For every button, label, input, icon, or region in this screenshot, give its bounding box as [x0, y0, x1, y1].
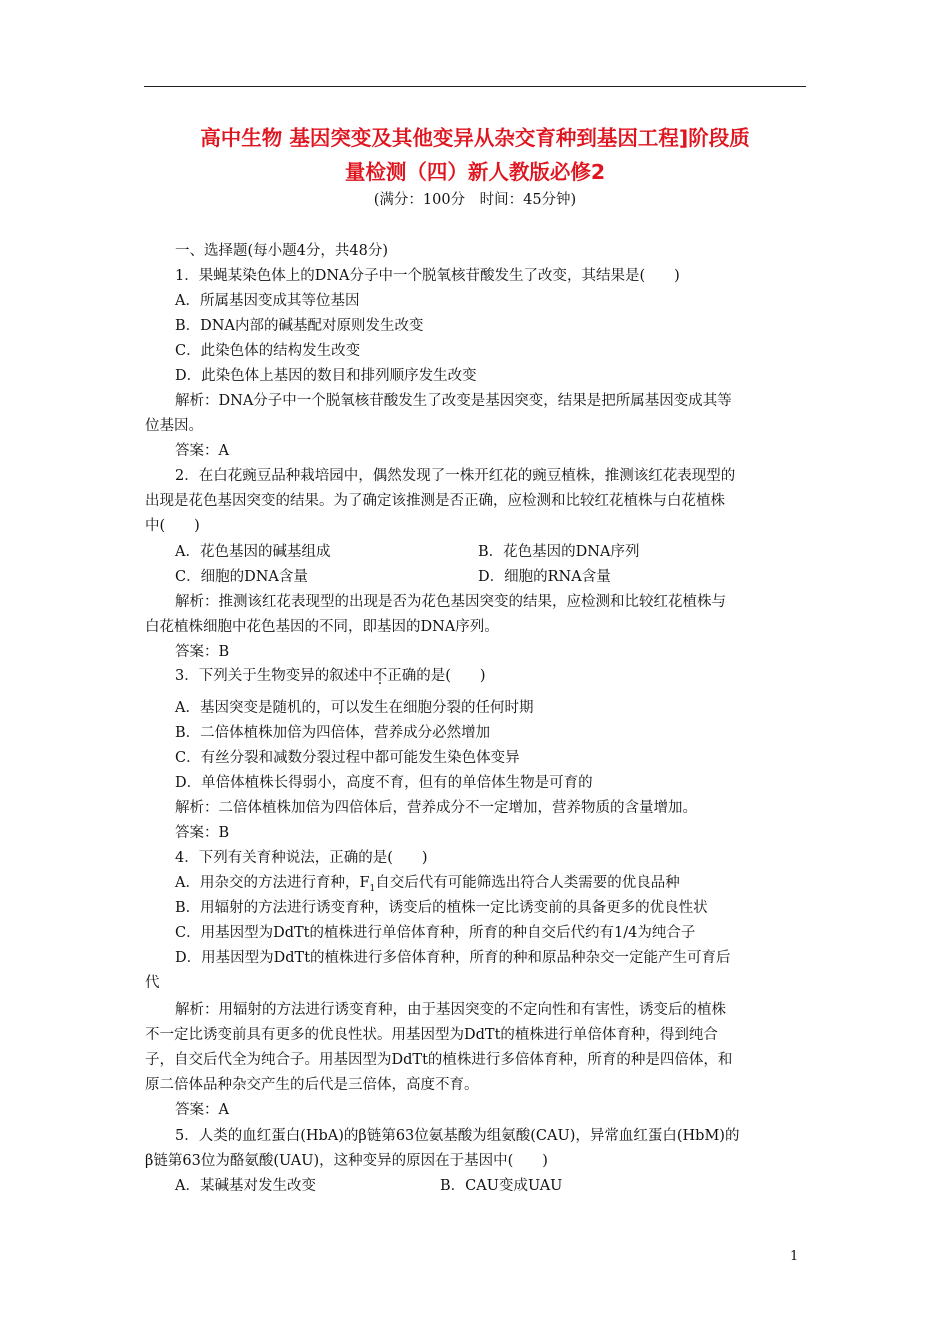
q5-stem-line1: 5．人类的血红蛋白(HbA)的β链第63位氨基酸为组氨酸(CAU)，异常血红蛋白(HbM)的: [175, 1128, 740, 1144]
q5-option-a: A．某碱基对发生改变: [175, 1178, 316, 1194]
q4-option-d-line1: D．用基因型为DdTt的植株进行多倍体育种，所育的种和原品种杂交一定能产生可育后: [175, 950, 731, 966]
q3-option-b: B．二倍体植株加倍为四倍体，营养成分必然增加: [175, 725, 491, 741]
q3-option-d: D．单倍体植株长得弱小，高度不育，但有的单倍体生物是可育的: [175, 775, 593, 791]
q3-option-c: C．有丝分裂和减数分裂过程中都可能发生染色体变异: [175, 750, 520, 766]
q1-explanation-line2: 位基因。: [145, 418, 203, 434]
q3-explanation: 解析：二倍体植株加倍为四倍体后，营养成分不一定增加，营养物质的含量增加。: [175, 800, 697, 816]
q1-option-a: A．所属基因变成其等位基因: [175, 293, 360, 309]
q4-option-a-part1: A．用杂交的方法进行育种，F: [175, 875, 370, 891]
q4-stem: 4．下列有关育种说法，正确的是( ): [175, 850, 428, 866]
q1-answer: 答案：A: [175, 443, 229, 459]
q2-option-c: C．细胞的DNA含量: [175, 569, 308, 585]
q2-explanation-line1: 解析：推测该红花表现型的出现是否为花色基因突变的结果，应检测和比较红花植株与: [175, 594, 726, 610]
q3-stem-part1: 3．下列关于生物变异的叙述中: [175, 668, 373, 684]
q2-option-a: A．花色基因的碱基组成: [175, 544, 331, 560]
q1-option-c: C．此染色体的结构发生改变: [175, 343, 361, 359]
section-heading: 一、选择题(每小题4分，共48分): [175, 243, 388, 259]
q2-answer: 答案：B: [175, 644, 230, 660]
q4-explanation-line3: 子，自交后代全为纯合子。用基因型为DdTt的植株进行多倍体育种，所育的种是四倍体，和: [145, 1052, 733, 1068]
q4-option-a: [175, 873, 680, 899]
q3-option-a: A．基因突变是随机的，可以发生在细胞分裂的任何时期: [175, 700, 534, 716]
q4-option-d-line2: 代: [145, 975, 160, 991]
q2-option-d: D．细胞的RNA含量: [478, 569, 611, 585]
header-rule: [144, 86, 806, 87]
page-number: 1: [790, 1249, 799, 1264]
q5-option-b: B．CAU变成UAU: [440, 1178, 563, 1194]
q1-option-d: D．此染色体上基因的数目和排列顺序发生改变: [175, 368, 477, 384]
q3-stem-emphasis: 不: [372, 668, 388, 684]
q2-explanation-line2: 白花植株细胞中花色基因的不同，即基因的DNA序列。: [145, 619, 499, 635]
q4-explanation-line2: 不一定比诱变前具有更多的优良性状。用基因型为DdTt的植株进行单倍体育种，得到纯合: [145, 1027, 718, 1043]
q2-option-b: B．花色基因的DNA序列: [478, 544, 640, 560]
q2-stem-line3: 中( ): [145, 518, 200, 534]
q3-answer: 答案：B: [175, 825, 230, 841]
q4-answer: 答案：A: [175, 1102, 229, 1118]
q2-stem-line1: 2．在白花豌豆品种栽培园中，偶然发现了一株开红花的豌豆植株，推测该红花表现型的: [175, 468, 736, 484]
document-title-line1: 高中生物 基因突变及其他变异从杂交育种到基因工程]阶段质: [200, 126, 750, 150]
score-time-info: (满分：100分 时间：45分钟): [373, 192, 577, 208]
q4-option-b: B．用辐射的方法进行诱变育种，诱变后的植株一定比诱变前的具备更多的优良性状: [175, 900, 708, 916]
q1-explanation-line1: 解析：DNA分子中一个脱氧核苷酸发生了改变是基因突变，结果是把所属基因变成其等: [175, 393, 732, 409]
q1-option-b: B．DNA内部的碱基配对原则发生改变: [175, 318, 424, 334]
document-title-line2: 量检测（四）新人教版必修2: [344, 160, 606, 184]
q4-option-c: C．用基因型为DdTt的植株进行单倍体育种，所育的种自交后代约有1/4为纯合子: [175, 925, 696, 941]
q4-explanation-line4: 原二倍体品种杂交产生的后代是三倍体，高度不育。: [145, 1077, 479, 1093]
q3-stem-part2: 正确的是( ): [387, 668, 486, 684]
q1-stem: 1．果蝇某染色体上的DNA分子中一个脱氧核苷酸发生了改变，其结果是( ): [175, 268, 680, 284]
q4-option-a-subscript: 1: [369, 883, 376, 894]
q4-option-a-part2: 自交后代有可能筛选出符合人类需要的优良品种: [375, 875, 680, 891]
q5-stem-line2: β链第63位为酪氨酸(UAU)，这种变异的原因在于基因中( ): [145, 1153, 548, 1169]
q3-stem: [175, 666, 486, 686]
q2-stem-line2: 出现是花色基因突变的结果。为了确定该推测是否正确，应检测和比较红花植株与白花植株: [145, 493, 725, 509]
q4-explanation-line1: 解析：用辐射的方法进行诱变育种，由于基因突变的不定向性和有害性，诱变后的植株: [175, 1002, 726, 1018]
